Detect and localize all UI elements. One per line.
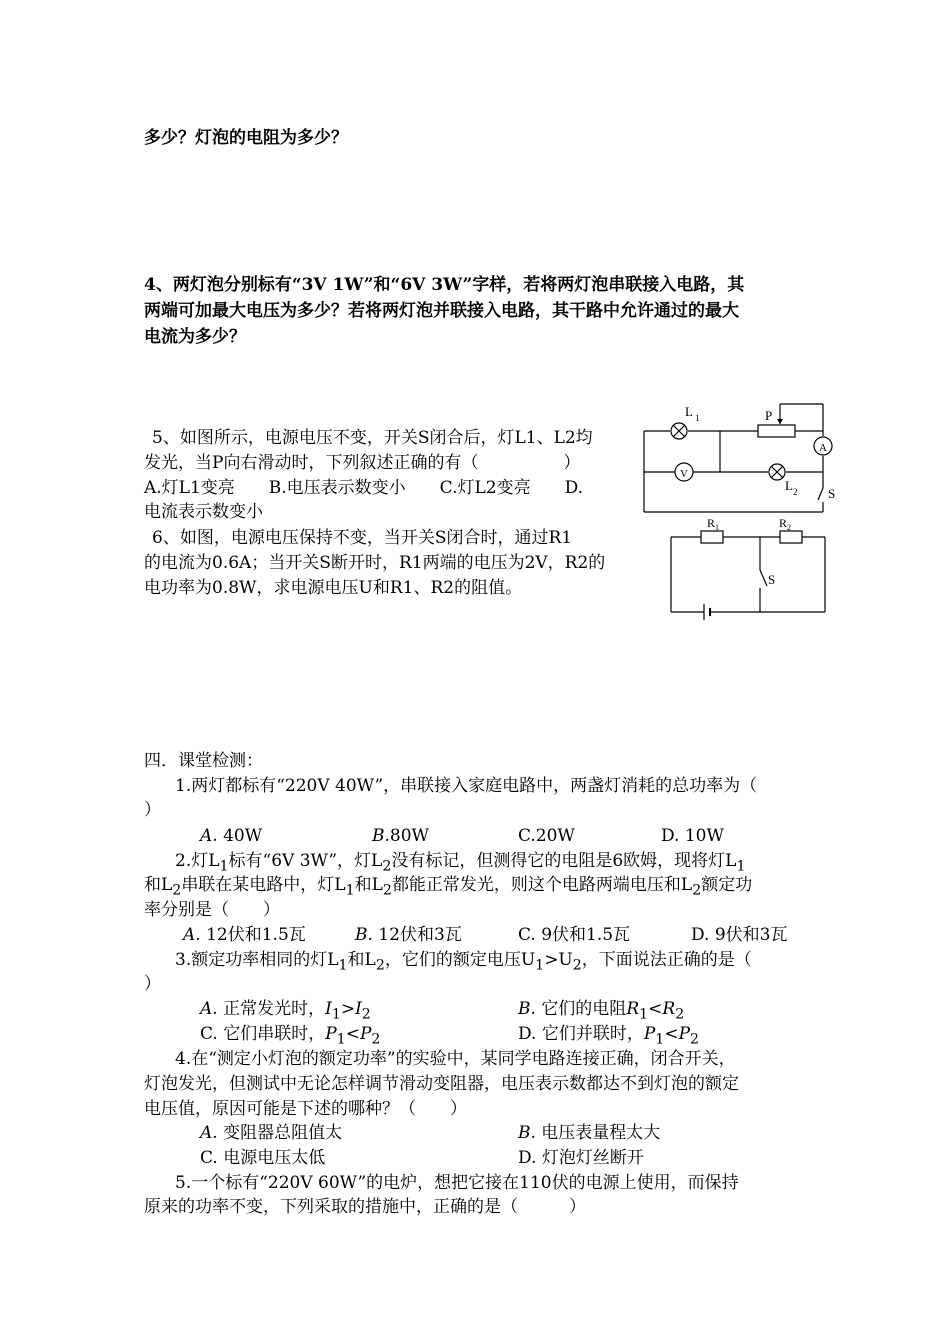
q5-label-l1: L	[685, 404, 693, 419]
q3-tail-text: 多少？灯泡的电阻为多少？	[144, 128, 348, 148]
p1-option-c: C.20W	[518, 826, 575, 846]
q5-label-a: A	[819, 442, 827, 454]
q5-label-l2-sub: 2	[793, 487, 798, 497]
p4-line-3: 电压值，原因可能是下述的哪种？（ ）	[144, 1099, 467, 1119]
p3-option-b: B. 它们的电阻$R_1<R_2$	[518, 999, 685, 1023]
q6-circuit-diagram	[668, 512, 833, 622]
p1-line-2: ）	[144, 800, 161, 820]
p1-option-a: A. 40W	[200, 826, 263, 846]
p3-line-1: 3.额定功率相同的灯$L_1$和$L_2$，它们的额定电压$U_1>U_2$，下面说法正确的是（	[175, 950, 752, 974]
p4-option-d: D. 灯泡灯丝断开	[518, 1148, 644, 1168]
p2-option-c: C. 9伏和1.5瓦	[518, 925, 631, 945]
p4-option-c: C. 电源电压太低	[200, 1148, 326, 1168]
p5-line-1: 5.一个标有“220V 60W”的电炉，想把它接在110伏的电源上使用，而保持	[175, 1173, 739, 1193]
q5-label-s: S	[828, 486, 836, 501]
p4-option-a: A. 变阻器总阻值太	[200, 1123, 343, 1143]
p3-option-d: D. 它们并联时，$P_1<P_2$	[518, 1024, 700, 1048]
q5-line-3: A.灯L1变亮 B.电压表示数变小 C.灯L2变亮 D.	[144, 478, 584, 498]
q6-label-r2-sub: 2	[787, 523, 791, 532]
q4-line-1: 4、两灯泡分别标有“3V 1W”和“6V 3W”字样，若将两灯泡串联接入电路，其	[144, 275, 745, 295]
p4-line-1: 4.在“测定小灯泡的额定功率”的实验中，某同学电路连接正确，闭合开关，	[175, 1049, 736, 1069]
q5-label-p: P	[765, 408, 773, 423]
q5-line-1: 5、如图所示，电源电压不变，开关S闭合后，灯L1、L2均	[152, 428, 593, 448]
q5-label-l2: L	[785, 478, 793, 493]
p2-line-2: 和$L_2$串联在某电路中，灯$L_1$和$L_2$都能正常发光，则这个电路两端电压和$L_2$额定功	[144, 875, 753, 899]
q5-line-4: 电流表示数变小	[144, 502, 263, 522]
p3-option-c: C. 它们串联时，$P_1<P_2$	[200, 1024, 381, 1048]
q6-label-r1-sub: 1	[715, 523, 719, 532]
p1-line-1: 1.两灯都标有“220V 40W”，串联接入家庭电路中，两盏灯消耗的总功率为（	[175, 776, 758, 796]
q5-label-v: V	[680, 468, 688, 480]
p2-line-1: 2.灯$L_1$标有“6V 3W”，灯$L_2$没有标记，但测得它的电阻是6欧姆，现将灯$L_1$	[175, 851, 746, 875]
p4-line-2: 灯泡发光，但测试中无论怎样调节滑动变阻器，电压表示数都达不到灯泡的额定	[144, 1074, 739, 1094]
p1-option-b: B.80W	[372, 826, 430, 846]
q6-label-r1: R	[707, 516, 716, 530]
q6-line-1: 6、如图，电源电压保持不变，当开关S闭合时，通过R1	[152, 528, 573, 548]
q6-label-r2: R	[779, 516, 788, 530]
p2-option-d: D. 9伏和3瓦	[691, 925, 788, 945]
p2-option-b: B. 12伏和3瓦	[355, 925, 462, 945]
q6-line-2: 的电流为0.6A；当开关S断开时，R1两端的电压为2V，R2的	[144, 553, 606, 573]
p5-line-2: 原来的功率不变，下列采取的措施中，正确的是（ ）	[144, 1197, 586, 1217]
q5-line-2: 发光，当P向右滑动时，下列叙述正确的有（ ）	[144, 453, 581, 473]
q6-line-3: 电功率为0.8W，求电源电压U和R1、R2的阻值。	[144, 578, 523, 598]
q5-circuit-diagram	[640, 400, 840, 520]
p2-option-a: A. 12伏和1.5瓦	[183, 925, 306, 945]
p3-option-a: A. 正常发光时，$I_1>I_2$	[200, 999, 371, 1023]
p4-option-b: B. 电压表量程太大	[518, 1123, 661, 1143]
p3-line-2: ）	[144, 974, 161, 994]
q6-label-s: S	[768, 572, 776, 587]
p2-line-3: 率分别是（ ）	[144, 900, 280, 920]
q5-label-l1-sub: 1	[695, 413, 700, 423]
section-4-title: 四．课堂检测：	[144, 751, 263, 771]
q4-line-2: 两端可加最大电压为多少？若将两灯泡并联接入电路，其干路中允许通过的最大	[144, 301, 739, 321]
p1-option-d: D. 10W	[661, 826, 724, 846]
q4-line-3: 电流为多少？	[144, 327, 246, 347]
